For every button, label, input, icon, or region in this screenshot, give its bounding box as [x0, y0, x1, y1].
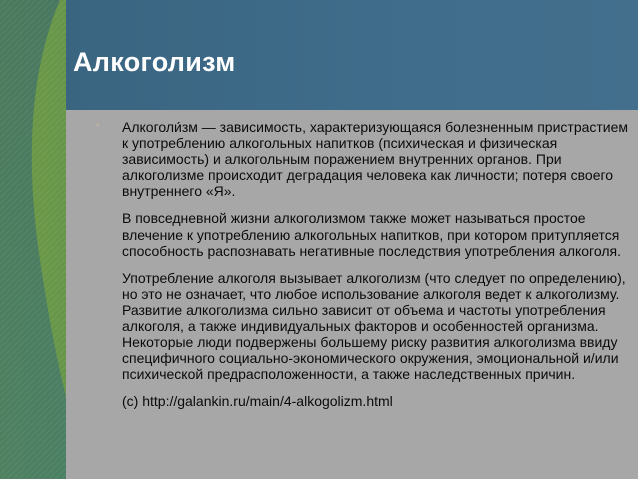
bullet-icon: ◦: [96, 120, 100, 131]
slide-body: [90, 119, 630, 410]
paragraph-text: Алкоголи́зм — зависимость, характеризующаяся болезненным пристрастием к употреблению алкогольных напитков (психическая и физическая зависимость) и алкогольным поражением внутренних органов. При алкоголизме происходит деградация человека как личности; потеря своего внутреннего «Я».: [122, 119, 629, 200]
slide-title: Алкоголизм: [73, 47, 236, 77]
paragraph-text: В повседневной жизни алкоголизмом также может называться простое влечение к употреблению алкогольных напитков, при котором притупляется способность распознавать негативные последствия употребления алкоголя.: [122, 210, 621, 259]
paragraph-everyday: [90, 210, 630, 258]
paragraph-text: Употребление алкоголя вызывает алкоголизм (что следует по определению), но это не означает, что любое использование алкоголя ведет к алкоголизму. Развитие алкоголизма сильно зависит от объема и частоты употребления алкоголя, а также индивидуальных факторов и особенностей организма. Некоторые люди подвержены большему риску развития алкоголизма ввиду специфичного социально-экономического окружения, эмоциональной и/или психической предрасположенности, а также наследственных причин.: [122, 269, 626, 383]
paragraph-causes: [90, 270, 630, 383]
source-citation: [90, 393, 630, 409]
paragraph-definition: [90, 119, 630, 199]
source-link-text: (c) http://galankin.ru/main/4-alkogolizm.html: [122, 393, 393, 410]
